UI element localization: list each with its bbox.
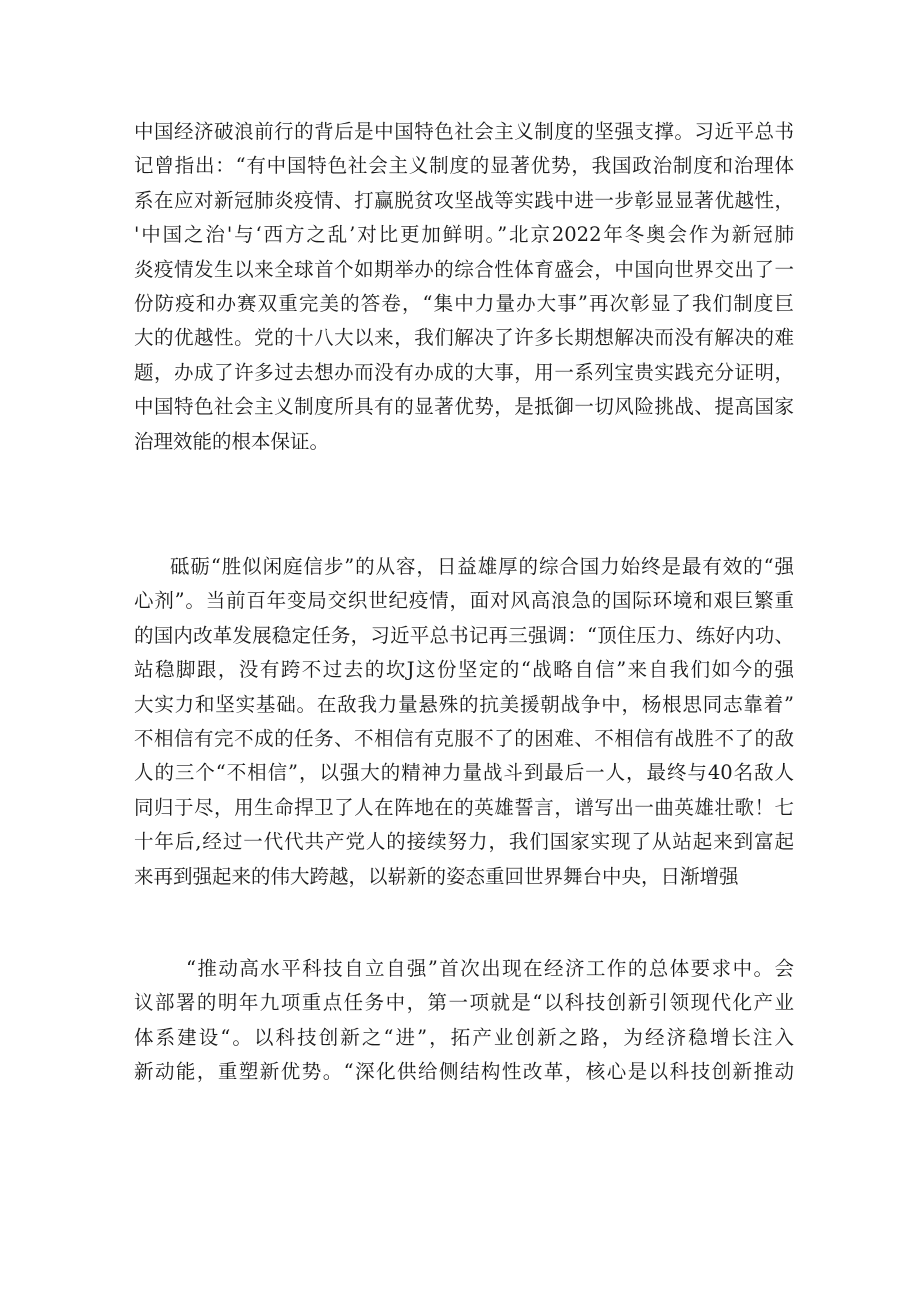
paragraph-national-strength [134, 550, 794, 894]
text-line: “推动高水平科技自立自强”首次出现在经济工作的总体要求中。会 [186, 957, 794, 980]
text-line: 中国特色社会主义制度所具有的显著优势，是抵御一切风险挑战、提高国家 [134, 395, 794, 419]
text-line: 炎疫情发生以来全球首个如期举办的综合性体育盛会，中国向世界交出了一 [134, 257, 794, 281]
paragraph-tech-self-reliance [134, 952, 794, 1090]
text-line: 体系建设“。以科技创新之“进”，拓产业创新之路，为经济稳增长注入 [134, 1025, 794, 1049]
text-line: '中国之治'与‘西方之乱’对比更加鲜明。”北京2022年冬奥会作为新冠肺 [134, 223, 794, 247]
text-line: 治理效能的根本保证。 [134, 429, 330, 453]
text-line: 题，办成了许多过去想办而没有办成的大事，用一系列宝贵实践充分证明， [134, 360, 794, 384]
text-line: 来再到强起来的伟大跨越，以崭新的姿态重回世界舞台中央，日渐增强 [134, 864, 739, 888]
text-line: 份防疫和办赛双重完美的答卷，“集中力量办大事”再次彰显了我们制度巨 [134, 291, 794, 315]
text-line: 人的三个“不相信”，以强大的精神力量战斗到最后一人，最终与40名敌人 [134, 761, 794, 785]
text-line: 新动能，重塑新优势。“深化供给侧结构性改革，核心是以科技创新推动 [134, 1060, 794, 1084]
paragraph-institutional-advantage [134, 115, 794, 459]
text-line: 大实力和坚实基础。在敌我力量悬殊的抗美援朝战争中，杨根思同志靠着” [134, 692, 794, 716]
text-line: 记曾指出：“有中国特色社会主义制度的显著优势，我国政治制度和治理体 [134, 154, 794, 178]
text-line: 系在应对新冠肺炎疫情、打赢脱贫攻坚战等实践中进一步彰显显著优越性， [134, 188, 794, 212]
text-line: 议部署的明年九项重点任务中，第一项就是“以科技创新引领现代化产业 [134, 991, 794, 1015]
text-line: 不相信有完不成的任务、不相信有克服不了的困难、不相信有战胜不了的敌 [134, 726, 794, 750]
text-line: 的国内改革发展稳定任务，习近平总书记再三强调：“顶住压力、练好内功、 [134, 623, 794, 647]
text-line: 同归于尽，用生命捍卫了人在阵地在的英雄誓言，谱写出一曲英雄壮歌！七 [134, 795, 794, 819]
text-line: 砥砺“胜似闲庭信步”的从容，日益雄厚的综合国力始终是最有效的“强 [170, 555, 794, 578]
text-line: 站稳脚跟，没有跨不过去的坎J这份坚定的“战略自信”来自我们如今的强 [134, 658, 794, 682]
text-line: 中国经济破浪前行的背后是中国特色社会主义制度的坚强支撑。习近平总书 [134, 120, 794, 143]
text-line: 大的优越性。党的十八大以来，我们解决了许多长期想解决而没有解决的难 [134, 326, 794, 350]
text-line: 心剂”。当前百年变局交织世纪疫情，面对风高浪急的国际环境和艰巨繁重 [134, 589, 794, 613]
text-line: 十年后,经过一代代共产党人的接续努力，我们国家实现了从站起来到富起 [134, 830, 794, 854]
